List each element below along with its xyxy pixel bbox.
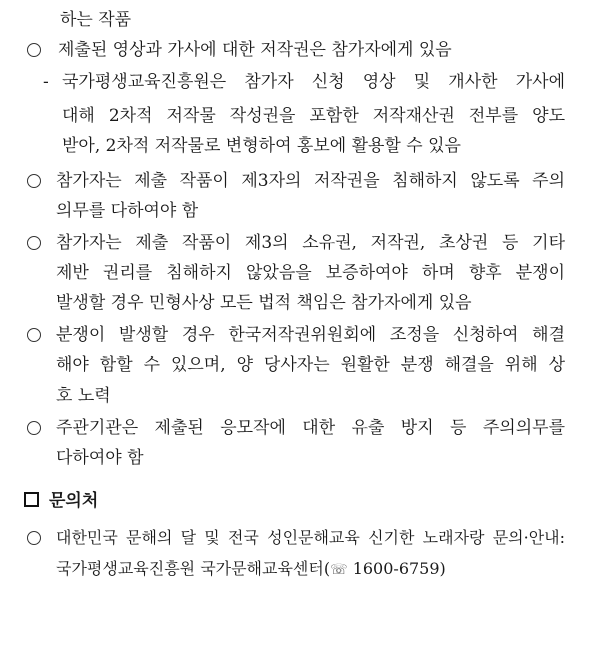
circle-bullet-icon [27, 421, 41, 435]
circle-bullet-icon [27, 328, 41, 342]
list-item-line: 제반 권리를 침해하지 않았음을 보증하여야 하며 향후 분쟁이 [56, 263, 565, 283]
heading-text: 문의처 [49, 491, 99, 511]
list-item-line: 다하여야 함 [56, 448, 144, 468]
list-item-line: 참가자는 제출 작품이 제3자의 저작권을 침해하지 않도록 주의 [56, 171, 565, 191]
list-item-line: 제출된 영상과 가사에 대한 저작권은 참가자에게 있음 [58, 40, 452, 60]
list-item-line: 해야 함할 수 있으며, 양 당사자는 원활한 분쟁 해결을 위해 상 [56, 355, 565, 375]
list-item-line: 호 노력 [56, 386, 111, 406]
contact-line: 대한민국 문해의 달 및 전국 성인문해교육 신기한 노래자랑 문의·안내: [56, 528, 565, 547]
contact-line [56, 557, 446, 581]
phone-number: 1600-6759) [347, 559, 446, 578]
list-item-line: 주관기관은 제출된 응모작에 대한 유출 방지 등 주의의무를 [56, 418, 565, 438]
circle-bullet-icon [27, 43, 41, 57]
circle-bullet-icon [27, 531, 41, 545]
circle-bullet-icon [27, 174, 41, 188]
list-item-line: 의무를 다하여야 함 [56, 201, 199, 221]
dash-marker: - [43, 72, 49, 92]
list-item-line: 국가평생교육진흥원은 참가자 신청 영상 및 개사한 가사에 [62, 72, 565, 92]
list-item-line: 대해 2차적 저작물 작성권을 포함한 저작재산권 전부를 양도 [62, 106, 565, 126]
contact-org: 국가평생교육진흥원 국가문해교육센터( [56, 559, 331, 578]
list-item-line: 참가자는 제출 작품이 제3의 소유권, 저작권, 초상권 등 기타 [56, 233, 565, 253]
square-bullet-icon [24, 492, 39, 507]
list-item-line: 분쟁이 발생할 경우 한국저작권위원회에 조정을 신청하여 해결 [56, 325, 565, 345]
continuation-text: 하는 작품 [60, 10, 132, 30]
circle-bullet-icon [27, 236, 41, 250]
section-heading-contact [24, 488, 98, 514]
list-item-line: 받아, 2차적 저작물로 변형하여 홍보에 활용할 수 있음 [62, 136, 461, 156]
phone-icon: ☏ [330, 562, 348, 578]
list-item-line: 발생할 경우 민형사상 모든 법적 책임은 참가자에게 있음 [56, 293, 472, 313]
